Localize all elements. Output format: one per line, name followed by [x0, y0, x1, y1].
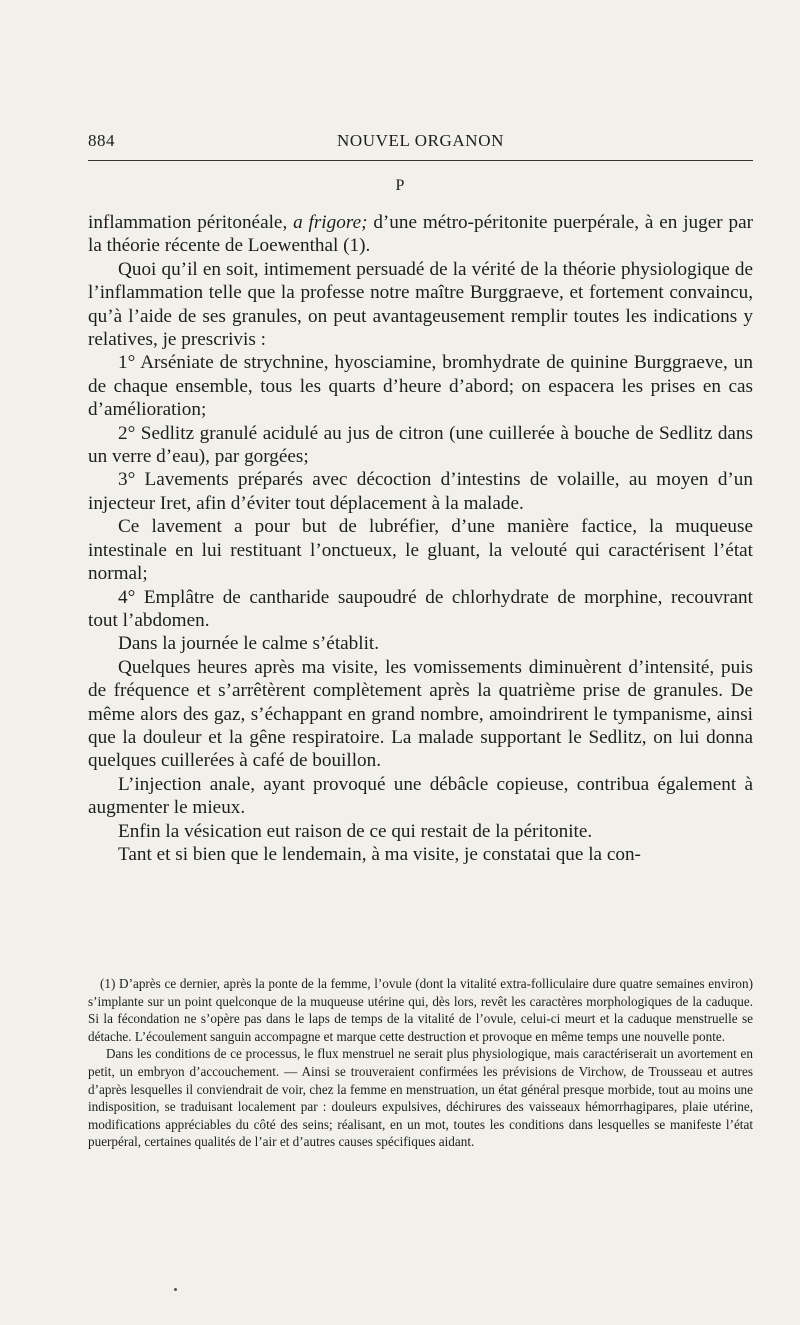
paragraph: Dans la journée le calme s’établit.	[118, 633, 380, 655]
italic-phrase: a frigore;	[293, 212, 368, 233]
prescription-item-3: 3° Lavements préparés avec décoction d’intestins de volaille, au moyen d’un injecteur Iret, afin d’éviter tout déplacement à la malade.	[88, 469, 753, 514]
footnote-paragraph: Dans les conditions de ce processus, le flux menstruel ne serait plus physiologique, mais caractériserait un avortement en petit, un embryon d’accouchement. — Ainsi se trouveraient confirmées les prévisions de Virchow, de Trousseau et autres d’après lesquelles il conviendrait de voir, chez la femme en menstruation, un état général presque morbide, tout au moins une indisposition, se traduisant localement par : douleurs expulsives, déchirures des vaisseaux hémorrhagipares, plaie utérine, modifications appréciables du côté des seins; réalisant, en un mot, toutes les conditions dans lesquelles se manifeste l’état puerpéral, certaines qualités de l’air et d’autres causes spécifiques aidant.	[88, 1046, 753, 1150]
footnote-paragraph: (1) D’après ce dernier, après la ponte de la femme, l’ovule (dont la vitalité extra-folliculaire dure quatre semaines environ) s’implante sur un point quelconque de la muqueuse utérine qui, dès lors, revêt les caractères morphologiques de la caduque. Si la fécondation ne s’opère pas dans le laps de temps de la vitalité de l’ovule, celui-ci meurt et la caduque menstruelle se détache. L’écoulement sanguin accompagne et marque cette destruction et provoque en même temps une nouvelle ponte.	[88, 976, 753, 1044]
footnote	[88, 975, 753, 1151]
prescription-item-2: 2° Sedlitz granulé acidulé au jus de citron (une cuillerée à bouche de Sedlitz dans un verre d’eau), par gorgées;	[88, 422, 753, 468]
running-title: NOUVEL ORGANON	[337, 131, 504, 150]
print-speck	[174, 1288, 177, 1291]
paragraph: Tant et si bien que le lendemain, à ma visite, je constatai que la con-	[118, 843, 641, 865]
body-text	[88, 211, 753, 866]
paragraph-continued	[88, 211, 753, 258]
signature-mark: P	[395, 177, 405, 194]
paragraph: Quoi qu’il en soit, intimement persuadé de la vérité de la théorie physiologique de l’inflammation telle que la professe notre maître Burggraeve, et fortement convaincu, qu’à l’aide de ses granules, on peut avantageusement remplir toutes les indications y relatives, je prescrivis :	[88, 258, 753, 351]
prescription-item-1: 1° Arséniate de strychnine, hyosciamine, bromhydrate de quinine Burggraeve, un de chaque ensemble, tous les quarts d’heure d’abord; on espacera les prises en cas d’amélioration;	[88, 352, 753, 421]
paragraph: Ce lavement a pour but de lubréfier, d’une manière factice, la muqueuse intestinale en lui restituant l’onctueux, le gluant, la velouté qui caractérisent l’état normal;	[88, 516, 753, 585]
paragraph: Enfin la vésication eut raison de ce qui restait de la péritonite.	[118, 820, 593, 842]
header-rule	[88, 160, 753, 161]
prescription-item-4: 4° Emplâtre de cantharide saupoudré de chlorhydrate de morphine, recouvrant tout l’abdomen.	[88, 586, 753, 631]
running-header	[88, 131, 753, 153]
paragraph-text: d’une métro-péritonite puerpérale, à en juger par la théorie récente de Loewenthal (1).	[88, 212, 753, 257]
page-number: 884	[88, 131, 115, 150]
paragraph: Quelques heures après ma visite, les vomissements diminuèrent d’intensité, puis de fréquence et s’arrêtèrent complètement après la quatrième prise de granules. De même alors des gaz, s’échappant en grand nombre, amoindrirent le tympanisme, ainsi que la douleur et la gêne respiratoire. La malade supportant le Sedlitz, on lui donna quelques cuillerées à café de bouillon.	[88, 656, 753, 772]
paragraph-text: inflammation péritonéale,	[88, 212, 294, 233]
paragraph: L’injection anale, ayant provoqué une débâcle copieuse, contribua également à augmenter le mieux.	[88, 773, 753, 819]
